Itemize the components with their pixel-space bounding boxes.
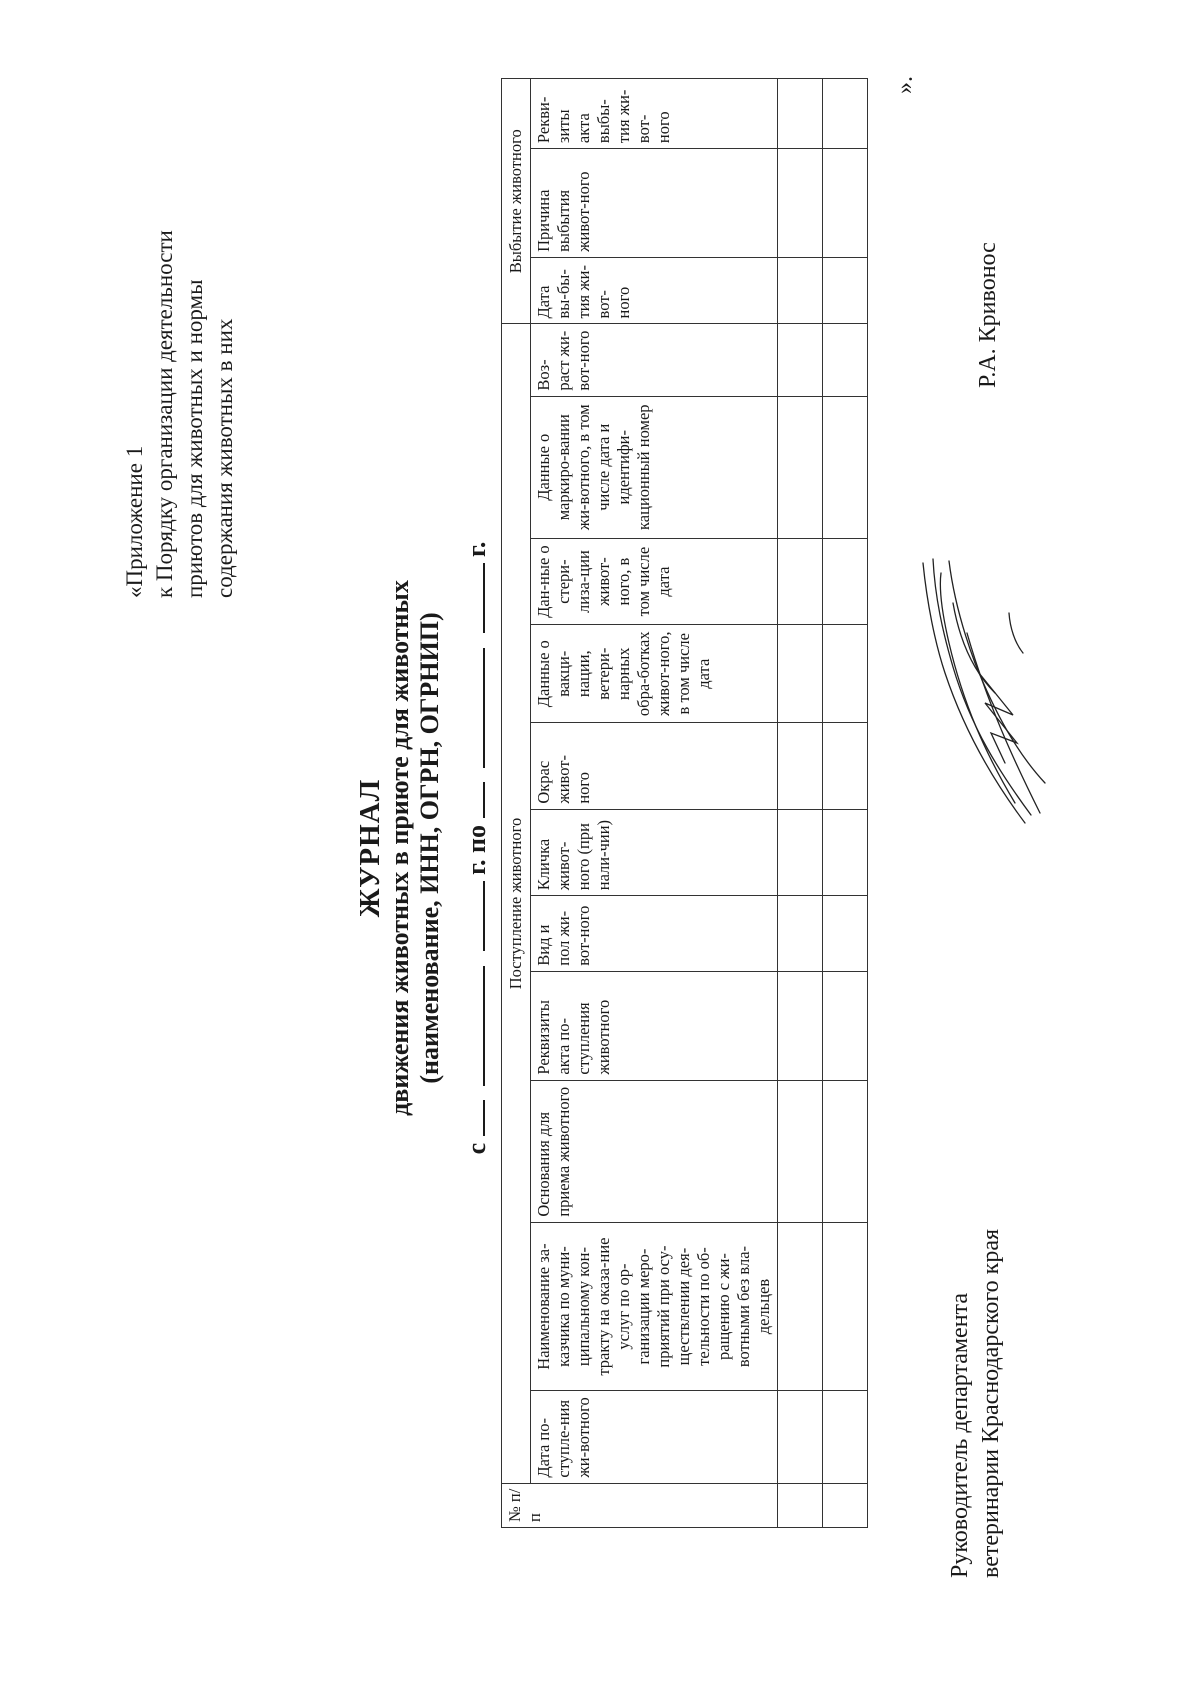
- appendix-line: содержания животных в них: [212, 318, 237, 598]
- column-header: Данные о вакци-нации, ветери-нарных обра-ботках живот-ного, в том числе дата: [531, 625, 778, 723]
- column-header: Вид и пол жи-вот-ного: [531, 896, 778, 972]
- column-header-number: № п/п: [502, 1483, 778, 1527]
- table-group-header-row: [502, 79, 531, 1528]
- handwritten-signature: [905, 543, 1065, 843]
- blank-month-to: [459, 648, 485, 768]
- signatory-name: Р.А. Кривонос: [975, 242, 1001, 388]
- document-title: [355, 18, 445, 1678]
- column-header: Реквизиты акта по-ступления животного: [531, 971, 778, 1080]
- column-header: Данные о маркиро-вании жи-вотного, в том числе дата и идентифи-кационный номер: [531, 396, 778, 538]
- blank-day-from: [459, 1100, 485, 1136]
- title-subject: движения животных в приюте для животных: [385, 580, 414, 1116]
- column-header: Окрас живот-ного: [531, 723, 778, 810]
- blank-year-from: [459, 881, 485, 951]
- appendix-line: приютов для животных и нормы: [182, 279, 207, 598]
- table-row: [778, 79, 823, 1528]
- appendix-reference: [120, 38, 240, 598]
- title-requisites: (наименование, ИНН, ОГРН, ОГРНИП): [415, 612, 444, 1084]
- column-header: Дата по-ступле-ния жи-вотного: [531, 1391, 778, 1483]
- appendix-line: к Порядку организации деятельности: [152, 230, 177, 598]
- table-column-header-row: [531, 79, 778, 1528]
- group-header-departure: Выбытие животного: [502, 79, 531, 324]
- column-header: Воз-раст жи-вот-ного: [531, 324, 778, 396]
- group-header-admission: Поступление животного: [502, 324, 531, 1483]
- appendix-line: «Приложение 1: [122, 445, 147, 598]
- table-row: [823, 79, 868, 1528]
- column-header: Кличка живот-ного (при нали-чии): [531, 809, 778, 896]
- blank-day-to: [459, 782, 485, 818]
- position-line: Руководитель департамента: [947, 1293, 973, 1578]
- closing-quote: ».: [892, 76, 918, 94]
- column-header: Основания для приема животного: [531, 1080, 778, 1222]
- period-to-label: г. по: [462, 824, 491, 875]
- rotated-document-page: [25, 18, 1175, 1678]
- column-header: Дата вы-бы-тия жи-вот-ного: [531, 257, 778, 324]
- column-header: Рекви-зиты акта выбы-тия жи-вот-ного: [531, 79, 778, 149]
- period-from-label: с: [462, 1142, 491, 1155]
- column-header: Дан-ные о стери-лиза-ции живот-ного, в том числе дата: [531, 538, 778, 625]
- period-line: [459, 18, 492, 1678]
- blank-year-to: [459, 563, 485, 633]
- position-line: ветеринарии Краснодарского края: [978, 1228, 1004, 1578]
- column-header: Причина выбытия живот-ного: [531, 149, 778, 258]
- journal-table: [501, 78, 868, 1528]
- signatory-position: [945, 1229, 1007, 1578]
- blank-month-from: [459, 966, 485, 1086]
- column-header: Наименование за-казчика по муни-ципальному кон-тракту на оказа-ние услуг по ор-ганизации меро-приятий при осу-ществлении дея-тельности по об-ращению с жи-вотными без вла-дельцев: [531, 1222, 778, 1391]
- period-year-label: г.: [462, 541, 491, 557]
- title-journal: ЖУРНАЛ: [354, 778, 386, 918]
